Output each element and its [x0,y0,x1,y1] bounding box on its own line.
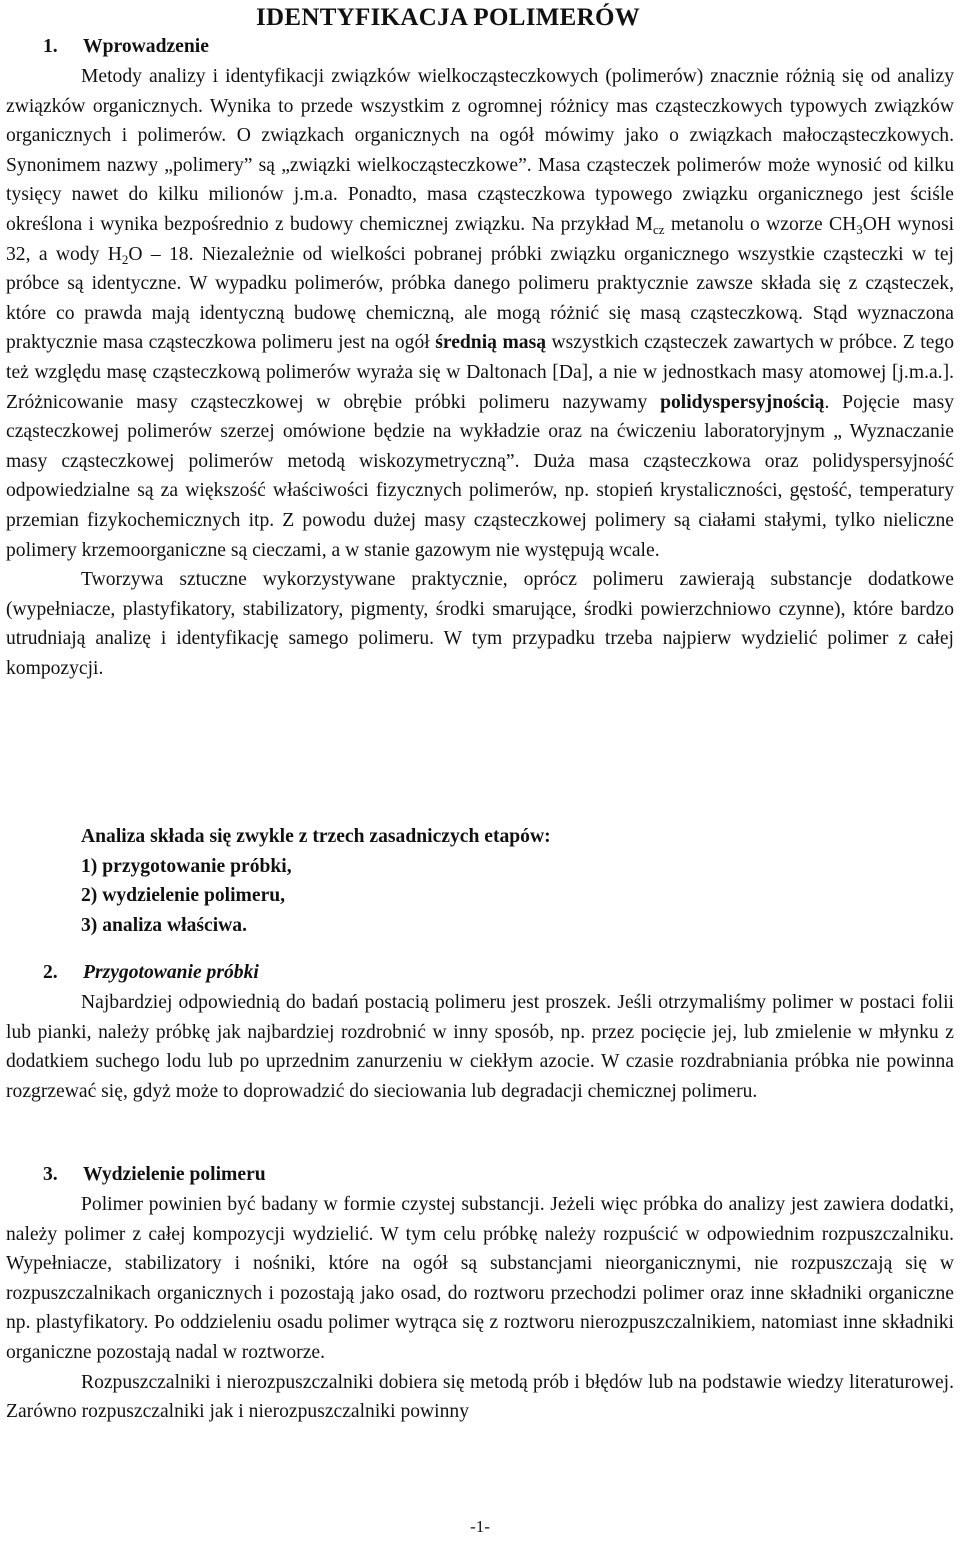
paragraph-sample-prep: Najbardziej odpowiednią do badań postacią polimeru jest proszek. Jeśli otrzymaliśmy polimer w postaci folii lub pianki, należy próbkę jak najbardziej rozdrobnić w inny sposób, np. przez pocięcie jej, lub zmielenie w młynku z dodatkiem suchego lodu lub po uprzednim zanurzeniu w ciekłym azocie. W czasie rozdrabniania próbka nie powinna rozgrzewać się, gdyż może to doprowadzić do sieciowania lub degradacji chemicznej polimeru. [6,992,954,1102]
section-2-heading [43,962,259,984]
step-item: 3) analiza właściwa. [81,914,247,936]
subscript-cz: cz [652,221,665,237]
section-2-number: 2. [43,962,58,983]
paragraph-plastics: Tworzywa sztuczne wykorzystywane praktycznie, oprócz polimeru zawierają substancje dodatkowe (wypełniacze, plastyfikatory, stabilizatory, pigmenty, środki smarujące, środki powierzchniowo czynne), które bardzo utrudniają analizę i identyfikację samego polimeru. W tym przypadku trzeba najpierw wydzielić polimer z całej kompozycji. [6,569,954,679]
step-item: 1) przygotowanie próbki, [81,855,292,877]
text-run: metanolu o wzorze CH [664,213,857,235]
section-2-body [6,988,954,1106]
section-2-title: Przygotowanie próbki [83,962,259,983]
section-3-heading [43,1164,266,1186]
steps-intro: Analiza składa się zwykle z trzech zasadniczych etapów: [81,826,551,847]
bold-term-polydispersity: polidyspersyjnością [660,391,825,413]
text-run: . Pojęcie masy cząsteczkowej polimerów szerzej omówione będzie na wykładzie oraz na ćwiczeniu laboratoryjnym „ Wyznaczanie masy cząsteczkowej polimerów metodą wiskozymetryczną”. Duża masa cząsteczkowa oraz polidyspersyjność odpowiedzialne są za większość właściwości fizycznych polimerów, np. stopień krystaliczności, gęstość, temperatury przemian fizykochemicznych itp. Z powodu dużej masy cząsteczkowej polimery są ciałami stałymi, tylko nieliczne polimery krzemoorganiczne są cieczami, a w stanie gazowym nie występują wcale. [6,391,954,561]
section-1-heading [43,36,209,58]
section-1-number: 1. [43,36,58,57]
section-1-body [6,62,954,683]
paragraph-solvents: Rozpuszczalniki i nierozpuszczalniki dobiera się metodą prób i błędów lub na podstawie wiedzy literaturowej. Zarówno rozpuszczalniki jak i nierozpuszczalniki powinny [6,1371,954,1423]
section-1-title: Wprowadzenie [83,36,209,57]
section-3-number: 3. [43,1164,58,1185]
text-run: wszystkich cząsteczek zawartych w próbce. Z tego też względu masę cząsteczkową polimerów wyraża się w Daltonach [Da], a nie w jednostkach masy atomowej [j.m.a.]. Zróżnicowanie masy cząsteczkowej w obrębie próbki polimeru nazywamy [6,332,954,413]
text-run: O – 18. Niezależnie od wielkości pobranej próbki związku organicznego wszystkie cząsteczki w tej próbce są identyczne. W wypadku polimerów, próbka danego polimeru praktycznie zawsze składa się z cząsteczek, które co prawda mają identyczną budowę chemiczną, ale mogą różnić się masą cząsteczkową. Stąd wyznaczona praktycznie masa cząsteczkowa polimeru jest na ogół [6,243,954,354]
paragraph-separation: Polimer powinien być badany w formie czystej substancji. Jeżeli więc próbka do analizy jest zawiera dodatki, należy polimer z całej kompozycji wydzielić. W tym celu próbkę należy rozpuścić w odpowiednim rozpuszczalniku. Wypełniacze, stabilizatory i nośniki, które na ogół są substancjami nieorganicznymi, nie rozpuszczają się w rozpuszczalnikach organicznych i pozostają jako osad, do roztworu przechodzi polimer oraz inne składniki organiczne np. plastyfikatory. Po oddzieleniu osadu polimer wytrąca się z roztworu nierozpuszczalnikiem, natomiast inne składniki organiczne pozostają nadal w roztworze. [6,1194,954,1363]
subscript-3: 3 [856,221,863,237]
analysis-steps [81,822,551,940]
document-title: IDENTYFIKACJA POLIMERÓW [256,4,641,31]
page-number: -1- [470,1517,490,1536]
bold-term-average-mass: średnią masą [435,332,546,354]
text-run: OH wynosi 32, a wody H [6,213,955,265]
section-3-title: Wydzielenie polimeru [83,1164,266,1185]
section-3-body [6,1190,954,1427]
subscript-2: 2 [121,251,129,267]
step-item: 2) wydzielenie polimeru, [81,885,286,907]
paragraph-intro [6,62,954,565]
text-run: Metody analizy i identyfikacji związków wielkocząsteczkowych (polimerów) znacznie różnią się od analizy związków organicznych. Wynika to przede wszystkim z ogromnej różnicy mas cząsteczkowych typowych związków organicznych i polimerów. O związkach organicznych na ogół mówimy jako o związkach małocząsteczkowych. Synonimem nazwy „polimery” są „związki wielkocząsteczkowe”. Masa cząsteczek polimerów może wynosić od kilku tysięcy nawet do kilku milionów j.m.a. Ponadto, masa cząsteczkowa typowego związku organicznego jest ściśle określona i wynika bezpośrednio z budowy chemicznej związku. Na przykład M [6,66,954,235]
